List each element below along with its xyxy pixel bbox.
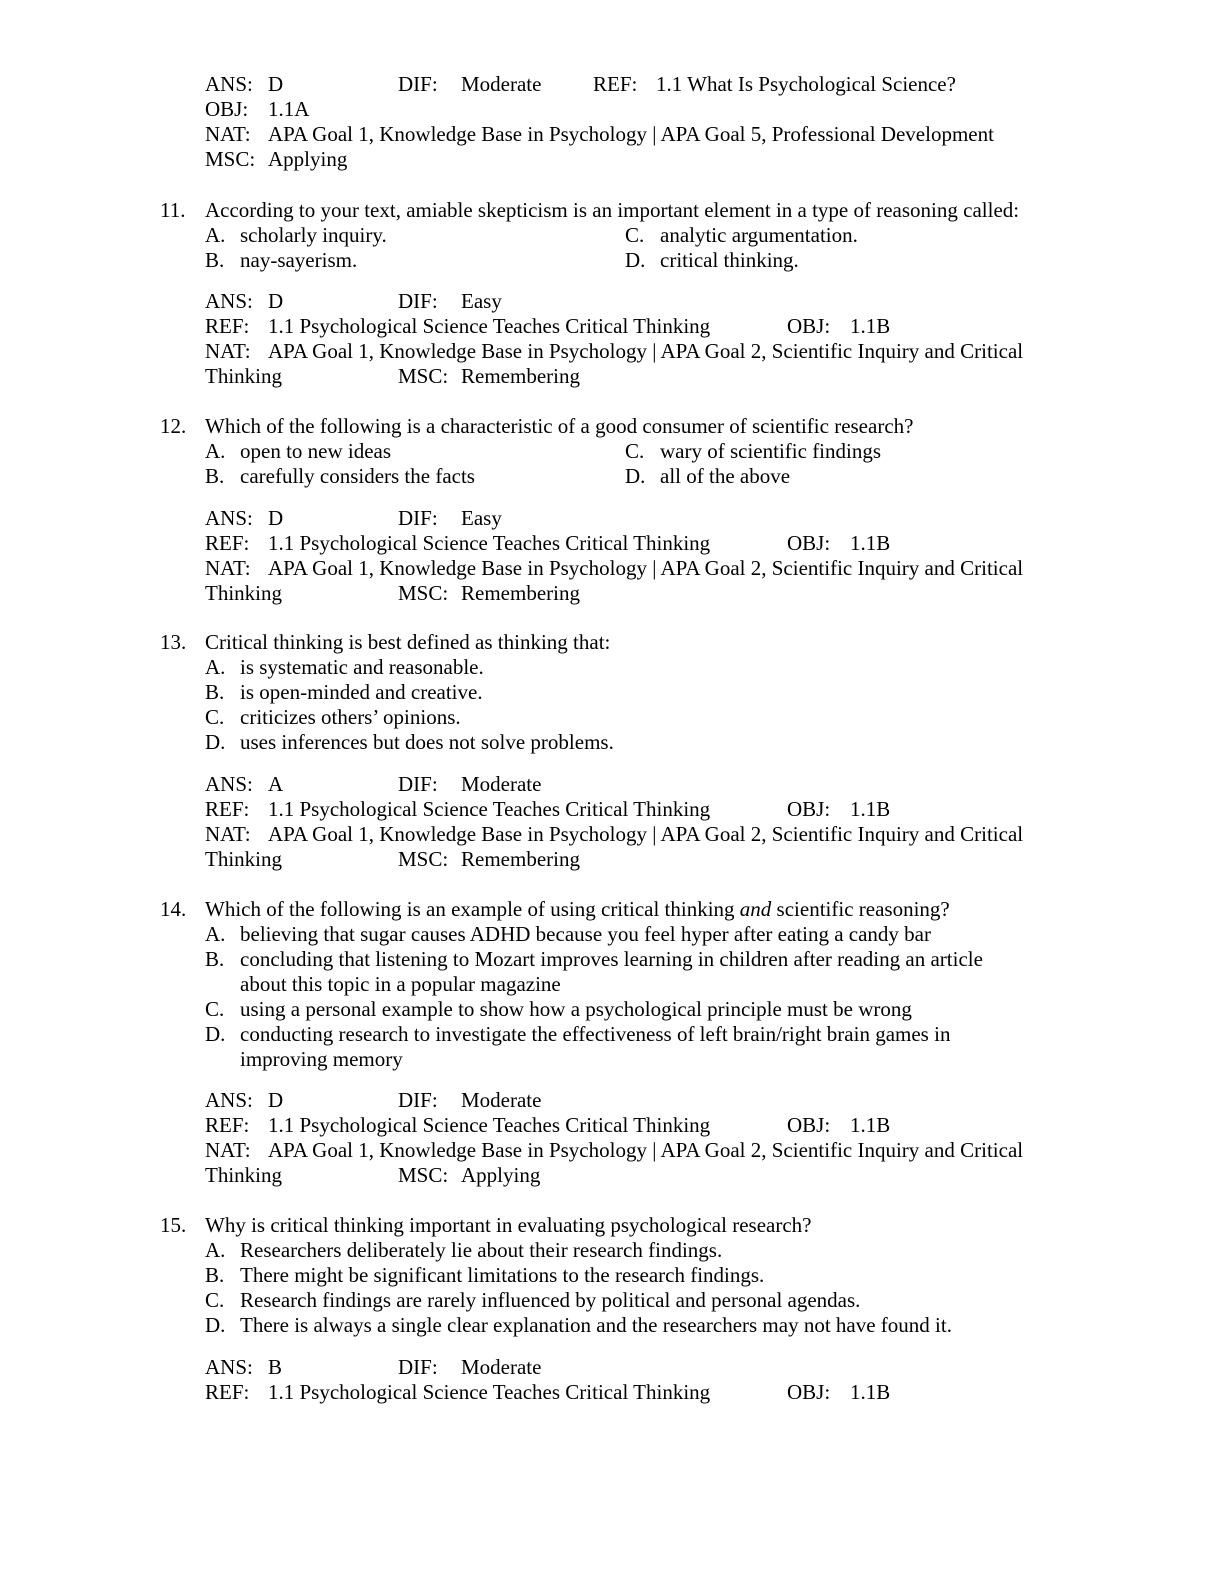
ans-label: ANS: — [205, 72, 253, 96]
option-letter: A. — [205, 439, 226, 463]
question-number: 11. — [160, 198, 186, 222]
option-text: is open-minded and creative. — [240, 680, 483, 704]
option-b — [205, 1263, 764, 1288]
obj-label: OBJ: — [787, 1380, 831, 1404]
obj-value: 1.1A — [268, 97, 310, 121]
option-text: believing that sugar causes ADHD because you feel hyper after eating a candy bar — [240, 922, 931, 946]
ref-value: 1.1 Psychological Science Teaches Critical Thinking — [268, 797, 711, 821]
nat-label: NAT: — [205, 556, 251, 580]
option-letter: A. — [205, 655, 226, 679]
nat-label: NAT: — [205, 1138, 251, 1162]
ans-value: D — [268, 289, 284, 313]
option-letter: B. — [205, 248, 225, 272]
option-letter: A. — [205, 922, 226, 946]
question-text-part: Which of the following is an example of using critical thinking — [205, 897, 735, 921]
nat-label: NAT: — [205, 122, 251, 146]
obj-label: OBJ: — [205, 97, 249, 121]
ref-label: REF: — [205, 314, 250, 338]
msc-label: MSC: — [398, 847, 449, 871]
ref-label: REF: — [205, 797, 250, 821]
option-text: Research findings are rarely influenced by political and personal agendas. — [240, 1288, 861, 1312]
option-letter: C. — [625, 439, 645, 463]
option-a — [205, 1238, 722, 1263]
dif-label: DIF: — [398, 772, 438, 796]
nat-value: APA Goal 1, Knowledge Base in Psychology | APA Goal 2, Scientific Inquiry and Critical — [268, 339, 1024, 363]
option-a — [205, 223, 387, 248]
ref-label: REF: — [593, 72, 638, 96]
nat-value-cont: Thinking — [205, 364, 282, 388]
option-letter: D. — [625, 464, 646, 488]
dif-label: DIF: — [398, 1355, 438, 1379]
ans-label: ANS: — [205, 1355, 253, 1379]
msc-label: MSC: — [398, 364, 449, 388]
question-text: According to your text, amiable skepticism is an important element in a type of reasoning called: — [205, 198, 1020, 222]
nat-value: APA Goal 1, Knowledge Base in Psychology | APA Goal 2, Scientific Inquiry and Critical — [268, 556, 1024, 580]
obj-value: 1.1B — [850, 314, 891, 338]
obj-value: 1.1B — [850, 531, 891, 555]
msc-value: Remembering — [461, 581, 580, 605]
ans-label: ANS: — [205, 772, 253, 796]
option-text: conducting research to investigate the effectiveness of left brain/right brain games in — [240, 1022, 951, 1046]
dif-label: DIF: — [398, 289, 438, 313]
option-c — [205, 997, 912, 1022]
ref-value: 1.1 What Is Psychological Science? — [656, 72, 956, 96]
option-b — [205, 680, 483, 705]
ans-value: D — [268, 1088, 284, 1112]
question-text — [205, 897, 950, 922]
ref-value: 1.1 Psychological Science Teaches Critical Thinking — [268, 1113, 711, 1137]
option-a — [205, 922, 931, 947]
ans-value: D — [268, 72, 284, 96]
ref-label: REF: — [205, 1380, 250, 1404]
msc-value: Applying — [461, 1163, 541, 1187]
option-letter: D. — [205, 730, 226, 754]
obj-value: 1.1B — [850, 1380, 891, 1404]
option-c — [205, 705, 461, 730]
ref-label: REF: — [205, 531, 250, 555]
option-d — [205, 730, 614, 755]
option-text: using a personal example to show how a psychological principle must be wrong — [240, 997, 912, 1021]
question-text-part: scientific reasoning? — [776, 897, 950, 921]
option-text: There is always a single clear explanation and the researchers may not have found it. — [240, 1313, 952, 1337]
option-letter: D. — [205, 1313, 226, 1337]
ref-value: 1.1 Psychological Science Teaches Critical Thinking — [268, 314, 711, 338]
nat-value-cont: Thinking — [205, 1163, 282, 1187]
dif-label: DIF: — [398, 506, 438, 530]
question-number: 14. — [160, 897, 187, 921]
msc-label: MSC: — [205, 147, 256, 171]
nat-value: APA Goal 1, Knowledge Base in Psychology | APA Goal 2, Scientific Inquiry and Critical — [268, 1138, 1024, 1162]
option-letter: C. — [625, 223, 645, 247]
option-letter: A. — [205, 223, 226, 247]
option-text: nay-sayerism. — [240, 248, 358, 272]
dif-value: Easy — [461, 506, 502, 530]
obj-label: OBJ: — [787, 314, 831, 338]
option-b — [205, 248, 357, 273]
option-letter: C. — [205, 1288, 225, 1312]
option-text: scholarly inquiry. — [240, 223, 387, 247]
option-letter: B. — [205, 464, 225, 488]
option-letter: B. — [205, 680, 225, 704]
dif-value: Moderate — [461, 1088, 542, 1112]
msc-label: MSC: — [398, 581, 449, 605]
msc-value: Remembering — [461, 847, 580, 871]
option-text: all of the above — [660, 464, 791, 488]
ans-label: ANS: — [205, 1088, 253, 1112]
option-text: critical thinking. — [660, 248, 799, 272]
option-text: carefully considers the facts — [240, 464, 475, 488]
obj-value: 1.1B — [850, 1113, 891, 1137]
option-text: is systematic and reasonable. — [240, 655, 484, 679]
obj-label: OBJ: — [787, 797, 831, 821]
question-number: 12. — [160, 414, 187, 438]
option-letter: C. — [205, 997, 225, 1021]
option-d — [625, 464, 790, 489]
question-number: 15. — [160, 1213, 187, 1237]
ans-value: D — [268, 506, 284, 530]
question-text: Which of the following is a characteristic of a good consumer of scientific research? — [205, 414, 914, 438]
dif-label: DIF: — [398, 72, 438, 96]
option-d — [205, 1313, 952, 1338]
option-text: open to new ideas — [240, 439, 392, 463]
msc-value: Applying — [268, 147, 348, 171]
option-d — [205, 1022, 950, 1047]
nat-value: APA Goal 1, Knowledge Base in Psychology | APA Goal 2, Scientific Inquiry and Critical — [268, 822, 1024, 846]
question-number: 13. — [160, 630, 187, 654]
option-text: criticizes others’ opinions. — [240, 705, 461, 729]
ref-value: 1.1 Psychological Science Teaches Critical Thinking — [268, 1380, 711, 1404]
nat-value: APA Goal 1, Knowledge Base in Psychology | APA Goal 5, Professional Development — [268, 122, 994, 146]
nat-label: NAT: — [205, 822, 251, 846]
option-text: wary of scientific findings — [660, 439, 882, 463]
option-text: concluding that listening to Mozart improves learning in children after reading an article — [240, 947, 983, 971]
option-b-cont: about this topic in a popular magazine — [240, 972, 561, 996]
option-d-cont: improving memory — [240, 1047, 403, 1071]
option-letter: C. — [205, 705, 225, 729]
option-c — [205, 1288, 860, 1313]
option-text: Researchers deliberately lie about their research findings. — [240, 1238, 723, 1262]
option-text: There might be significant limitations to the research findings. — [240, 1263, 765, 1287]
ref-value: 1.1 Psychological Science Teaches Critical Thinking — [268, 531, 711, 555]
dif-label: DIF: — [398, 1088, 438, 1112]
option-letter: A. — [205, 1238, 226, 1262]
option-letter: B. — [205, 947, 225, 971]
ref-label: REF: — [205, 1113, 250, 1137]
question-text: Why is critical thinking important in evaluating psychological research? — [205, 1213, 812, 1237]
obj-value: 1.1B — [850, 797, 891, 821]
dif-value: Easy — [461, 289, 502, 313]
ans-value: A — [268, 772, 284, 796]
option-letter: D. — [205, 1022, 226, 1046]
option-text: uses inferences but does not solve problems. — [240, 730, 614, 754]
option-b — [205, 464, 475, 489]
option-a — [205, 439, 391, 464]
ans-label: ANS: — [205, 506, 253, 530]
option-a — [205, 655, 484, 680]
option-c — [625, 223, 858, 248]
ans-value: B — [268, 1355, 283, 1379]
nat-value-cont: Thinking — [205, 581, 282, 605]
dif-value: Moderate — [461, 1355, 542, 1379]
nat-value-cont: Thinking — [205, 847, 282, 871]
question-text: Critical thinking is best defined as thinking that: — [205, 630, 611, 654]
msc-label: MSC: — [398, 1163, 449, 1187]
msc-value: Remembering — [461, 364, 580, 388]
obj-label: OBJ: — [787, 531, 831, 555]
option-b — [205, 947, 983, 972]
option-letter: B. — [205, 1263, 225, 1287]
ans-label: ANS: — [205, 289, 253, 313]
question-text-emphasis: and — [739, 897, 772, 921]
option-c — [625, 439, 881, 464]
option-d — [625, 248, 799, 273]
option-letter: D. — [625, 248, 646, 272]
dif-value: Moderate — [461, 772, 542, 796]
option-text: analytic argumentation. — [660, 223, 858, 247]
dif-value: Moderate — [461, 72, 542, 96]
nat-label: NAT: — [205, 339, 251, 363]
obj-label: OBJ: — [787, 1113, 831, 1137]
